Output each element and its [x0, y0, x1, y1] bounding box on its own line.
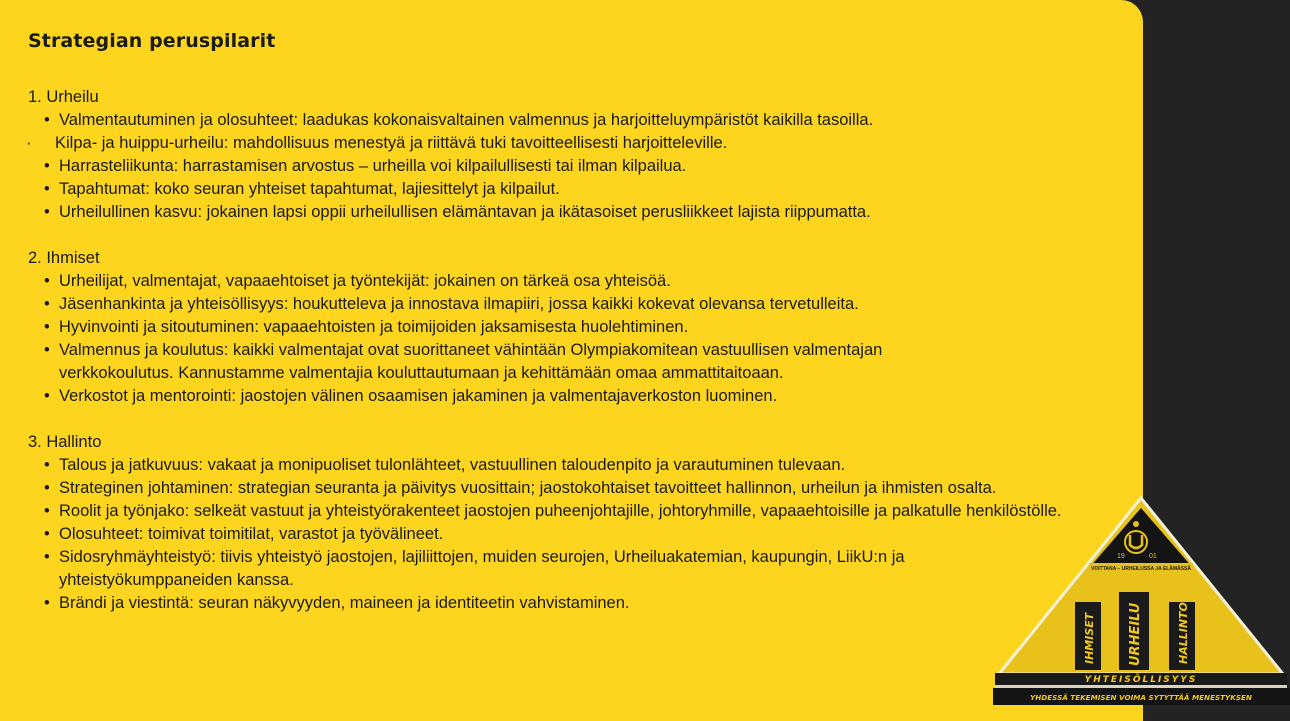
- list-item: · Kilpa- ja huippu-urheilu: mahdollisuus menestyä ja riittävä tuki tavoitteellisesti harjoitteleville.: [28, 132, 1073, 155]
- list-item: • Valmennus ja koulutus: kaikki valmentajat ovat suorittaneet vähintään Olympiakomitean vastuullisen valmentajan verkkokoulutus. Kannustamme valmentajia kouluttautumaan ja kehittämään omaa ammattitaitoaan.: [28, 339, 1073, 385]
- year-left: 19: [1117, 553, 1125, 560]
- list-item: • Hyvinvointi ja sitoutuminen: vapaaehtoisten ja toimijoiden jaksamisesta huolehtiminen.: [28, 316, 1073, 339]
- bullet-list: [28, 270, 1073, 408]
- page-title: Strategian peruspilarit: [28, 30, 276, 52]
- list-item: • Sidosryhmäyhteistyö: tiivis yhteistyö jaostojen, lajiliittojen, muiden seurojen, Urheiluakatemian, kaupungin, LiikU:n ja yhteistyökumppaneiden kanssa.: [28, 546, 1073, 592]
- list-item: • Tapahtumat: koko seuran yhteiset tapahtumat, lajiesittelyt ja kilpailut.: [28, 178, 1073, 201]
- list-item: • Roolit ja työnjako: selkeät vastuut ja yhteistyörakenteet jaostojen puheenjohtajille, johtoryhmille, vapaaehtoisille ja palkatulle henkilöstölle.: [28, 500, 1073, 523]
- base-divider: [995, 685, 1287, 688]
- list-item: • Urheilullinen kasvu: jokainen lapsi oppii urheilullisen elämäntavan ja ikätasoiset perusliikkeet lajista riippumatta.: [28, 201, 1073, 224]
- club-pyramid-logo: [993, 496, 1290, 711]
- list-item: • Valmentautuminen ja olosuhteet: laadukas kokonaisvaltainen valmennus ja harjoitteluympäristöt kaikilla tasoilla.: [28, 109, 1073, 132]
- list-item: • Brändi ja viestintä: seuran näkyvyyden, maineen ja identiteetin vahvistaminen.: [28, 592, 1073, 615]
- pillar-center-label: URHEILU: [1128, 602, 1143, 666]
- strategy-content: [28, 86, 1073, 638]
- crown-icon: [1133, 521, 1139, 527]
- section-ihmiset: [28, 247, 1073, 408]
- list-item: • Verkostot ja mentorointi: jaostojen välinen osaamisen jakaminen ja valmentajaverkoston luominen.: [28, 385, 1073, 408]
- pillar-right-label: HALLINTO: [1177, 602, 1190, 664]
- section-heading: 1. Urheilu: [28, 88, 99, 106]
- slogan-text: YHDESSÄ TEKEMISEN VOIMA SYTYTTÄÄ MENESTYKSEN: [1030, 693, 1252, 702]
- year-right: 01: [1149, 553, 1157, 560]
- bullet-list: [28, 454, 1073, 615]
- list-item: • Jäsenhankinta ja yhteisöllisyys: houkutteleva ja innostava ilmapiiri, jossa kaikki kokevat olevansa tervetulleita.: [28, 293, 1073, 316]
- list-item: • Harrasteliikunta: harrastamisen arvostus – urheilla voi kilpailullisesti tai ilman kilpailua.: [28, 155, 1073, 178]
- list-item: • Strateginen johtaminen: strategian seuranta ja päivitys vuosittain; jaostokohtaiset tavoitteet hallinnon, urheilun ja ihmisten osalta.: [28, 477, 1073, 500]
- section-heading: 3. Hallinto: [28, 433, 102, 451]
- bullet-list: [28, 109, 1073, 224]
- list-item: • Olosuhteet: toimivat toimitilat, varastot ja työvälineet.: [28, 523, 1073, 546]
- motto-text: VOITTANA – URHEILUSSA JA ELÄMÄSSÄ: [1091, 566, 1191, 572]
- base-label: YHTEISÖLLISYYS: [1084, 675, 1198, 685]
- section-urheilu: [28, 86, 1073, 224]
- section-heading: 2. Ihmiset: [28, 249, 100, 267]
- list-item: • Urheilijat, valmentajat, vapaaehtoiset ja työntekijät: jokainen on tärkeä osa yhteisöä.: [28, 270, 1073, 293]
- pillar-left-label: IHMISET: [1083, 612, 1096, 664]
- pillars: [1075, 592, 1195, 670]
- section-hallinto: [28, 431, 1073, 615]
- list-item: • Talous ja jatkuvuus: vakaat ja monipuoliset tulonlähteet, vastuullinen taloudenpito ja varautuminen tulevaan.: [28, 454, 1073, 477]
